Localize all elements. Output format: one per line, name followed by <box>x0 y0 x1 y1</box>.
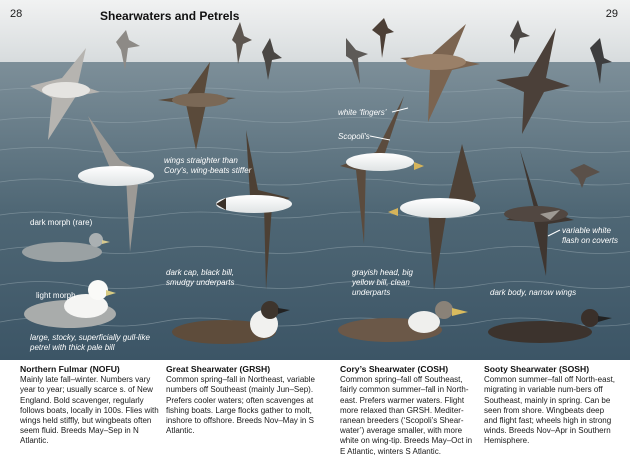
page-number-right: 29 <box>605 8 618 20</box>
species-description: Common spring–fall in Northeast, variable numbers off Southeast (mainly Jun–Sep). Prefers cooler waters; often scavenges at fishing boats. Large flocks gather to molt, inshore to offshore. Breeds Nov–May in S Atlantic. <box>166 375 315 436</box>
species-name: Cory’s Shearwater (COSH) <box>340 364 449 374</box>
species-entry-great-shearwater <box>166 364 322 436</box>
label-fulmar-note: large, stocky, superficially gull-like petrel with thick pale bill <box>30 333 150 352</box>
species-name: Great Shearwater (GRSH) <box>166 364 271 374</box>
label-dark-body: dark body, narrow wings <box>490 288 577 297</box>
label-scopolis: Scopoli's <box>338 132 370 141</box>
species-name: Sooty Shearwater (SOSH) <box>484 364 590 374</box>
label-dark-cap: dark cap, black bill, smudgy underparts <box>166 268 235 287</box>
label-grayish-head: grayish head, big yellow bill, clean underparts <box>352 268 413 297</box>
species-entry-sooty-shearwater <box>484 364 618 447</box>
label-light-morph: light morph <box>36 291 76 300</box>
label-dark-morph: dark morph (rare) <box>30 218 93 227</box>
label-white-fingers: white ‘fingers’ <box>338 108 387 117</box>
species-entry-northern-fulmar <box>20 364 160 447</box>
page-number-left: 28 <box>10 8 23 20</box>
species-entry-corys-shearwater <box>340 364 478 457</box>
label-variable-white: variable white flash on coverts <box>562 226 619 245</box>
species-description: Common spring–fall off Southeast, fairly common summer–fall in North-east. Prefers warmer waters. Flight more relaxed than GRSH. Mediter-ranean breeders (‘Scopoli’s Shear-water’) average smaller, with more white on wing-tip. Breeds May–Oct in E Atlantic, winters S Atlantic. <box>340 375 473 456</box>
species-name: Northern Fulmar (NOFU) <box>20 364 120 374</box>
species-description: Common summer–fall off North-east, migrating in variable num-bers off Southeast, mainly in spring. Can be seen from shore. Wingbeats deep and flight fast; wheels high in strong winds. Breeds Nov–Apr in Southern Hemisphere. <box>484 375 616 446</box>
page-title: Shearwaters and Petrels <box>100 9 240 23</box>
species-description: Mainly late fall–winter. Numbers vary year to year; usually scarce s. of New England. Bold scavenger, regularly follows boats, locally in 100s. Flies with wings held stiffly, but wingbeats often seem fluid. Breeds May–Sep in N Atlantic. <box>20 375 159 446</box>
label-wings-straighter: wings straighter than Cory's, wing-beats stiffer <box>164 156 252 175</box>
